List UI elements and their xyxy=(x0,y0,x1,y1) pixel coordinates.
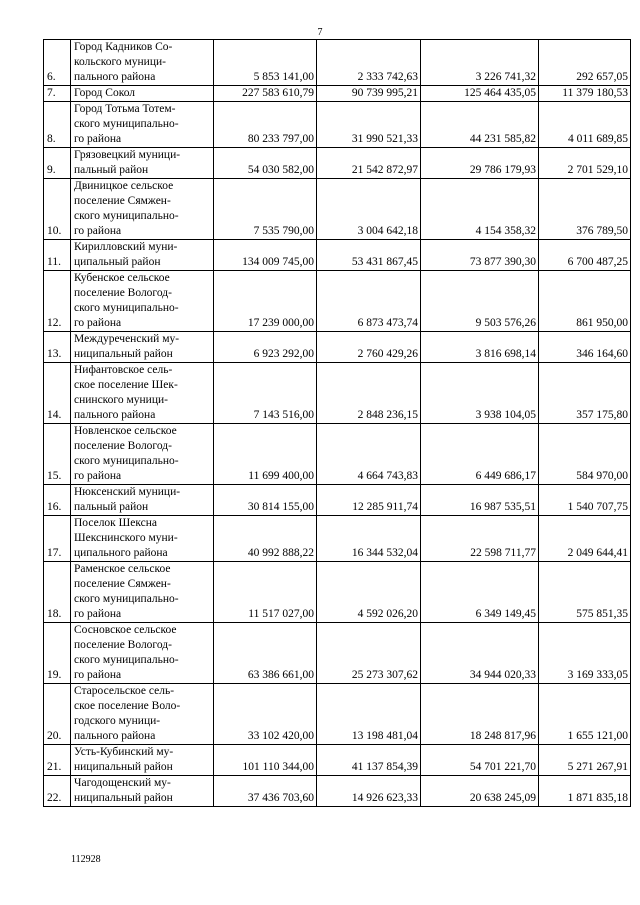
municipality-name-line: ского муниципально- xyxy=(74,593,179,605)
amount-col-4: 584 970,00 xyxy=(539,424,631,485)
table-row xyxy=(44,485,631,516)
municipality-name-line: ского муниципально- xyxy=(74,118,179,130)
amount-col-2: 25 273 307,62 xyxy=(317,623,421,684)
municipality-name-line: Двиницкое сельское xyxy=(74,180,174,192)
municipality-name-line: Новленское сельское xyxy=(74,425,177,437)
amount-col-3: 125 464 435,05 xyxy=(421,86,539,102)
municipality-name-line: го района xyxy=(74,317,122,329)
municipality-name-line: ниципальный район xyxy=(74,761,173,773)
amount-col-2: 4 664 743,83 xyxy=(317,424,421,485)
municipality-name-line: поселение Вологод- xyxy=(74,440,172,452)
municipality-name-line: ниципальный район xyxy=(74,348,173,360)
amount-col-1: 134 009 745,00 xyxy=(214,240,317,271)
municipality-name xyxy=(71,485,214,516)
municipality-name-line: ципального района xyxy=(74,547,168,559)
amount-col-1: 40 992 888,22 xyxy=(214,516,317,562)
amount-col-3: 73 877 390,30 xyxy=(421,240,539,271)
municipality-name-line: го района xyxy=(74,669,122,681)
municipality-name-line: поселение Сямжен- xyxy=(74,578,171,590)
row-number: 16. xyxy=(44,485,71,516)
footer-code: 112928 xyxy=(71,854,101,865)
amount-col-3: 20 638 245,09 xyxy=(421,776,539,807)
municipality-name-line: снинского муници- xyxy=(74,394,168,406)
table-row xyxy=(44,271,631,332)
municipality-name-line: Усть-Кубинский му- xyxy=(74,746,174,758)
table-row xyxy=(44,516,631,562)
municipality-name xyxy=(71,86,214,102)
municipality-name-line: Поселок Шексна xyxy=(74,517,158,529)
municipality-name-line: Шекснинского муни- xyxy=(74,532,178,544)
municipality-name-line: пальный район xyxy=(74,164,149,176)
row-number: 6. xyxy=(44,40,71,86)
table-row xyxy=(44,102,631,148)
amount-col-3: 44 231 585,82 xyxy=(421,102,539,148)
municipality-name xyxy=(71,332,214,363)
amount-col-1: 63 386 661,00 xyxy=(214,623,317,684)
table-row xyxy=(44,148,631,179)
row-number: 20. xyxy=(44,684,71,745)
municipality-name xyxy=(71,776,214,807)
row-number: 10. xyxy=(44,179,71,240)
amount-col-1: 11 517 027,00 xyxy=(214,562,317,623)
municipality-name-line: Нюксенский муници- xyxy=(74,486,181,498)
row-number: 19. xyxy=(44,623,71,684)
amount-col-4: 1 871 835,18 xyxy=(539,776,631,807)
amount-col-2: 31 990 521,33 xyxy=(317,102,421,148)
municipality-name-line: го района xyxy=(74,225,122,237)
row-number: 21. xyxy=(44,745,71,776)
municipality-name xyxy=(71,745,214,776)
amount-col-4: 575 851,35 xyxy=(539,562,631,623)
municipality-name-line: пальный район xyxy=(74,501,149,513)
amount-col-3: 22 598 711,77 xyxy=(421,516,539,562)
amount-col-4: 11 379 180,53 xyxy=(539,86,631,102)
municipality-name-line: го района xyxy=(74,470,122,482)
municipality-name-line: Город Тотьма Тотем- xyxy=(74,103,176,115)
row-number: 22. xyxy=(44,776,71,807)
row-number: 17. xyxy=(44,516,71,562)
municipality-name-line: Кирилловский муни- xyxy=(74,241,178,253)
municipality-name xyxy=(71,102,214,148)
amount-col-1: 227 583 610,79 xyxy=(214,86,317,102)
page-number: 7 xyxy=(317,27,323,38)
table-row xyxy=(44,240,631,271)
amount-col-4: 1 655 121,00 xyxy=(539,684,631,745)
amount-col-1: 54 030 582,00 xyxy=(214,148,317,179)
amount-col-1: 5 853 141,00 xyxy=(214,40,317,86)
municipality-name-line: ниципальный район xyxy=(74,792,173,804)
municipality-name-line: Старосельское сель- xyxy=(74,685,175,697)
table-row xyxy=(44,363,631,424)
amount-col-3: 9 503 576,26 xyxy=(421,271,539,332)
amount-col-2: 2 333 742,63 xyxy=(317,40,421,86)
municipality-name-line: го района xyxy=(74,608,122,620)
amount-col-3: 3 938 104,05 xyxy=(421,363,539,424)
amount-col-2: 41 137 854,39 xyxy=(317,745,421,776)
amount-col-2: 2 760 429,26 xyxy=(317,332,421,363)
municipality-name-line: Раменское сельское xyxy=(74,563,171,575)
amount-col-4: 2 701 529,10 xyxy=(539,148,631,179)
amount-col-3: 29 786 179,93 xyxy=(421,148,539,179)
table-row xyxy=(44,86,631,102)
table-body xyxy=(44,40,631,807)
amount-col-4: 5 271 267,91 xyxy=(539,745,631,776)
municipality-name-line: поселение Вологод- xyxy=(74,287,172,299)
amount-col-2: 6 873 473,74 xyxy=(317,271,421,332)
municipality-name xyxy=(71,516,214,562)
amount-col-4: 346 164,60 xyxy=(539,332,631,363)
municipality-name-line: поселение Сямжен- xyxy=(74,195,171,207)
amount-col-3: 3 816 698,14 xyxy=(421,332,539,363)
amount-col-2: 90 739 995,21 xyxy=(317,86,421,102)
municipality-name-line: поселение Вологод- xyxy=(74,639,172,651)
table-row xyxy=(44,623,631,684)
municipality-name-line: ского муниципально- xyxy=(74,210,179,222)
amount-col-1: 37 436 703,60 xyxy=(214,776,317,807)
row-number: 11. xyxy=(44,240,71,271)
row-number: 7. xyxy=(44,86,71,102)
municipality-name-line: Грязовецкий муници- xyxy=(74,149,181,161)
amount-col-3: 6 449 686,17 xyxy=(421,424,539,485)
municipality-name xyxy=(71,684,214,745)
municipality-name xyxy=(71,148,214,179)
amount-col-1: 6 923 292,00 xyxy=(214,332,317,363)
amount-col-4: 861 950,00 xyxy=(539,271,631,332)
municipality-name-line: пального района xyxy=(74,71,156,83)
municipality-name-line: ское поселение Шек- xyxy=(74,379,178,391)
amount-col-2: 2 848 236,15 xyxy=(317,363,421,424)
municipality-name xyxy=(71,363,214,424)
amount-col-3: 16 987 535,51 xyxy=(421,485,539,516)
amount-col-1: 17 239 000,00 xyxy=(214,271,317,332)
municipality-name xyxy=(71,240,214,271)
municipality-name-line: Нифантовское сель- xyxy=(74,364,173,376)
municipality-name-line: ципальный район xyxy=(74,256,161,268)
municipality-name xyxy=(71,40,214,86)
amount-col-3: 54 701 221,70 xyxy=(421,745,539,776)
amount-col-1: 30 814 155,00 xyxy=(214,485,317,516)
municipality-name xyxy=(71,424,214,485)
municipality-name-line: Кубенское сельское xyxy=(74,272,170,284)
table-row xyxy=(44,684,631,745)
municipality-name-line: ского муниципально- xyxy=(74,455,179,467)
amount-col-2: 3 004 642,18 xyxy=(317,179,421,240)
municipality-name-line: Город Сокол xyxy=(74,87,136,99)
amount-col-2: 12 285 911,74 xyxy=(317,485,421,516)
amount-col-4: 2 049 644,41 xyxy=(539,516,631,562)
amount-col-1: 80 233 797,00 xyxy=(214,102,317,148)
municipality-name-line: ского муниципально- xyxy=(74,654,179,666)
amount-col-3: 4 154 358,32 xyxy=(421,179,539,240)
table-row xyxy=(44,776,631,807)
row-number: 18. xyxy=(44,562,71,623)
amount-col-4: 376 789,50 xyxy=(539,179,631,240)
municipality-name-line: пального района xyxy=(74,730,156,742)
amount-col-1: 101 110 344,00 xyxy=(214,745,317,776)
amount-col-1: 11 699 400,00 xyxy=(214,424,317,485)
row-number: 15. xyxy=(44,424,71,485)
table-row xyxy=(44,332,631,363)
amount-col-3: 18 248 817,96 xyxy=(421,684,539,745)
municipality-name-line: Город Кадников Со- xyxy=(74,41,173,53)
amount-col-1: 33 102 420,00 xyxy=(214,684,317,745)
amount-col-4: 4 011 689,85 xyxy=(539,102,631,148)
amount-col-2: 13 198 481,04 xyxy=(317,684,421,745)
municipality-name xyxy=(71,623,214,684)
amount-col-1: 7 535 790,00 xyxy=(214,179,317,240)
row-number: 12. xyxy=(44,271,71,332)
amount-col-2: 4 592 026,20 xyxy=(317,562,421,623)
amount-col-2: 16 344 532,04 xyxy=(317,516,421,562)
municipality-name-line: ского муниципально- xyxy=(74,302,179,314)
amount-col-4: 1 540 707,75 xyxy=(539,485,631,516)
row-number: 13. xyxy=(44,332,71,363)
table-row xyxy=(44,179,631,240)
municipality-name-line: годского муници- xyxy=(74,715,161,727)
amount-col-2: 21 542 872,97 xyxy=(317,148,421,179)
municipality-name xyxy=(71,271,214,332)
amount-col-4: 357 175,80 xyxy=(539,363,631,424)
row-number: 9. xyxy=(44,148,71,179)
row-number: 8. xyxy=(44,102,71,148)
budget-distribution-table xyxy=(43,39,631,807)
row-number: 14. xyxy=(44,363,71,424)
amount-col-4: 3 169 333,05 xyxy=(539,623,631,684)
municipality-name-line: ское поселение Воло- xyxy=(74,700,181,712)
table-row xyxy=(44,562,631,623)
amount-col-3: 3 226 741,32 xyxy=(421,40,539,86)
amount-col-2: 53 431 867,45 xyxy=(317,240,421,271)
amount-col-4: 6 700 487,25 xyxy=(539,240,631,271)
table-row xyxy=(44,40,631,86)
table-row xyxy=(44,424,631,485)
municipality-name-line: пального района xyxy=(74,409,156,421)
municipality-name-line: Сосновское сельское xyxy=(74,624,177,636)
table-row xyxy=(44,745,631,776)
municipality-name-line: кольского муници- xyxy=(74,56,166,68)
municipality-name-line: Чагодощенский му- xyxy=(74,777,171,789)
municipality-name-line: Междуреченский му- xyxy=(74,333,180,345)
amount-col-3: 34 944 020,33 xyxy=(421,623,539,684)
amount-col-2: 14 926 623,33 xyxy=(317,776,421,807)
amount-col-4: 292 657,05 xyxy=(539,40,631,86)
municipality-name xyxy=(71,562,214,623)
amount-col-3: 6 349 149,45 xyxy=(421,562,539,623)
amount-col-1: 7 143 516,00 xyxy=(214,363,317,424)
municipality-name-line: го района xyxy=(74,133,122,145)
municipality-name xyxy=(71,179,214,240)
